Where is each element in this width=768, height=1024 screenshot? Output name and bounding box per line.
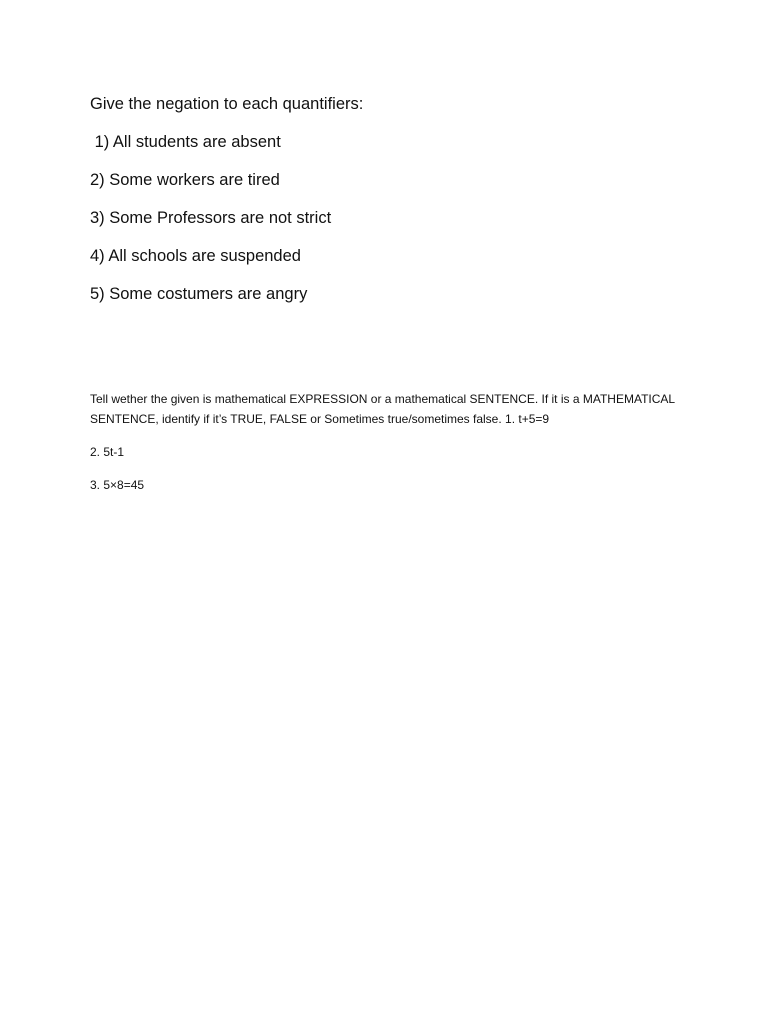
- math-expression-section: [90, 389, 700, 508]
- quantifier-item-2: 2) Some workers are tired: [90, 171, 280, 189]
- quantifier-negation-section: [90, 94, 690, 322]
- negation-heading: Give the negation to each quantifiers:: [90, 95, 364, 113]
- problem-3: 3. 5×8=45: [90, 478, 145, 492]
- instructions-paragraph: Tell wether the given is mathematical EXPRESSION or a mathematical SENTENCE. If it is a MATHEMATICAL SENTENCE, identify if it’s TRUE, FALSE or Sometimes true/sometimes false. 1. t+5=9: [90, 392, 675, 426]
- quantifier-item-3: 3) Some Professors are not strict: [90, 209, 332, 227]
- quantifier-item-4: 4) All schools are suspended: [90, 247, 301, 265]
- quantifier-item-5: 5) Some costumers are angry: [90, 285, 308, 303]
- quantifier-item-1: 1) All students are absent: [90, 133, 281, 151]
- problem-2: 2. 5t-1: [90, 445, 125, 459]
